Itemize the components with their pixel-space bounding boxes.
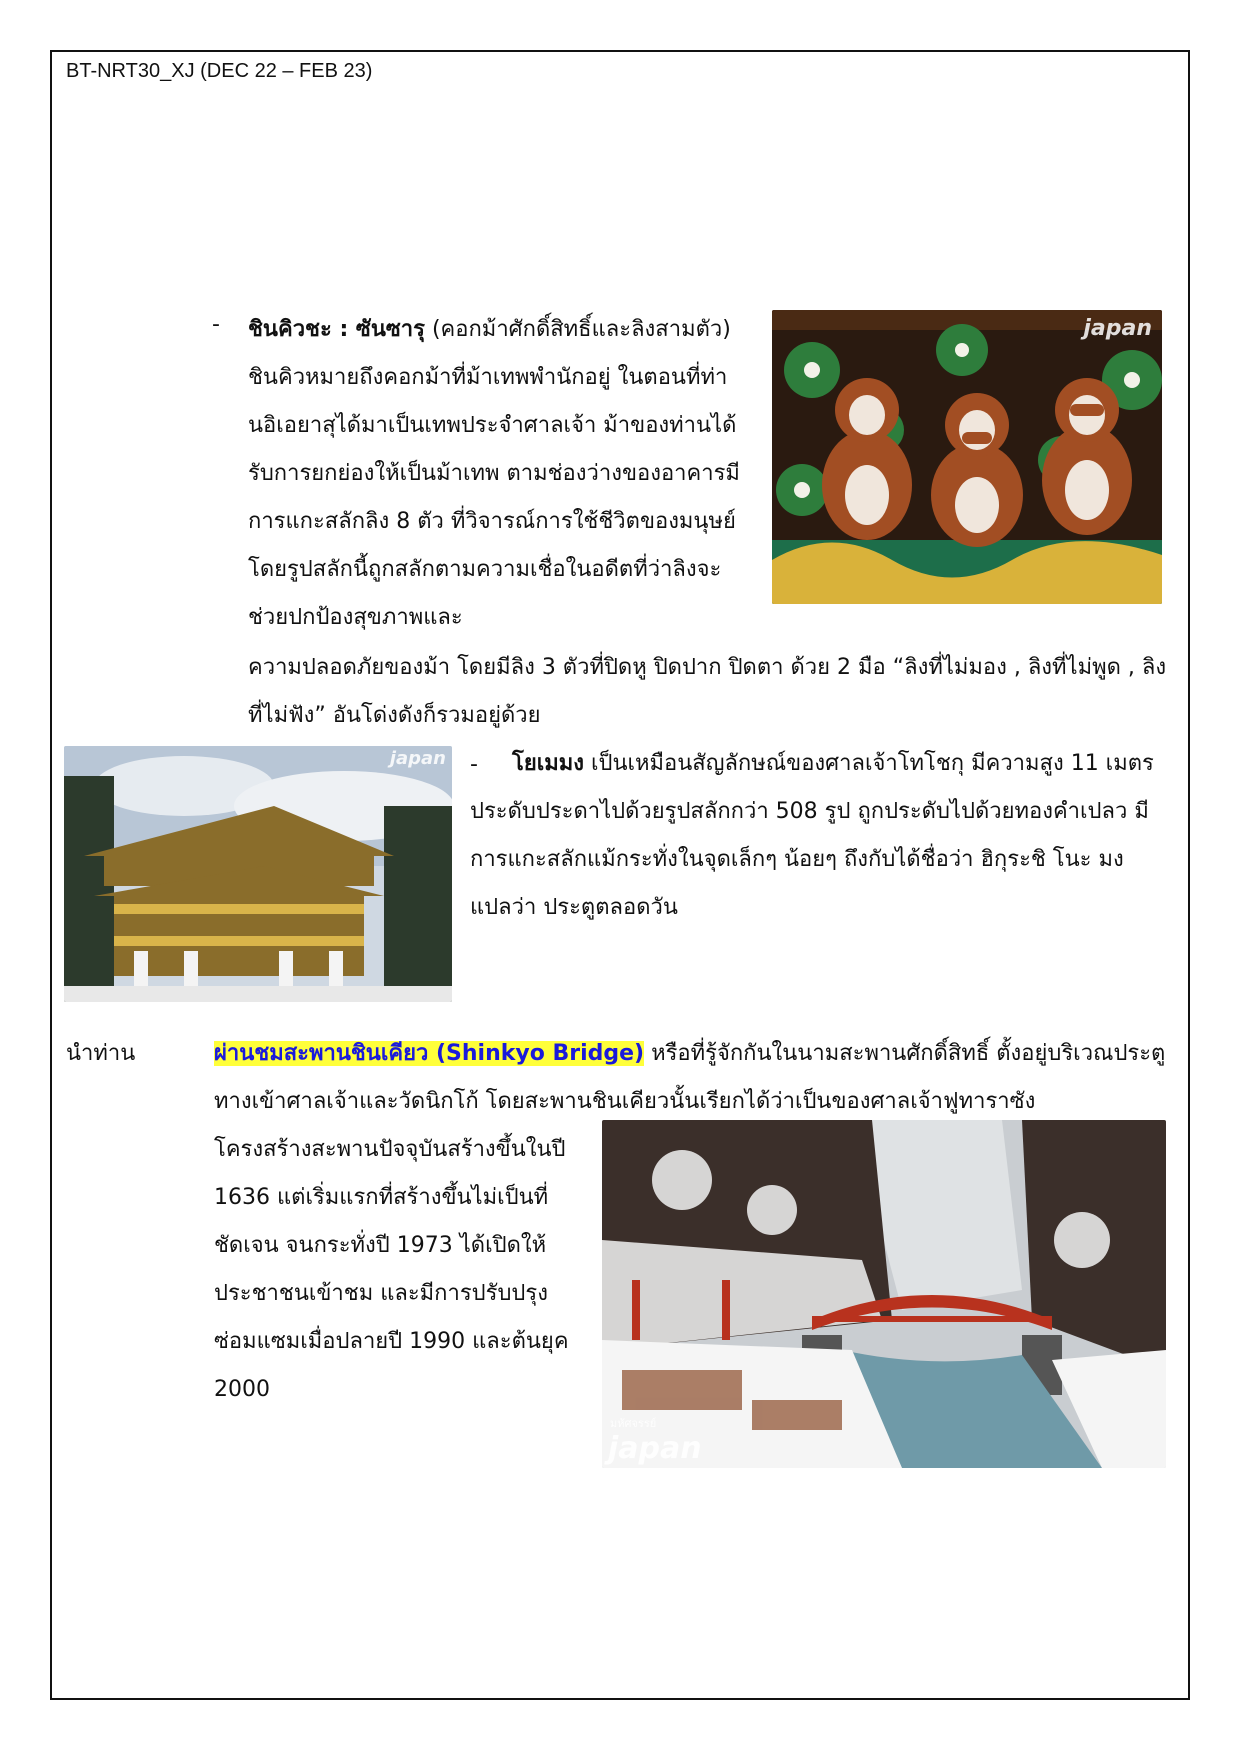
yomeimon-gate-photo — [64, 746, 452, 1002]
tour-code: BT-NRT30_XJ (DEC 22 – FEB 23) — [66, 60, 373, 82]
section3-side-paragraph: โครงสร้างสะพานปัจจุบันสร้างขึ้นในปี 1636 แต่เริ่มแรกที่สร้างขึ้นไม่เป็นที่ชัดเจน จนกระทั่งปี 1973 ได้เปิดให้ประชาชนเข้าชม และมีการปรับปรุงซ่อมแซมเมื่อปลายปี 1990 และต้นยุค 2000 — [214, 1137, 569, 1402]
japan-watermark: japan — [1083, 316, 1152, 341]
section1-paragraph — [248, 306, 753, 642]
section3-body-top: หรือที่รู้จักกันในนามสะพานศักดิ์สิทธิ์ ตั้งอยู่บริเวณประตูทางเข้าศาลเจ้าและวัดนิกโก้ โดยสะพานชินเคียวนั้นเรียกได้ว่าเป็นของศาลเจ้าฟูทาราซัง — [214, 1041, 1166, 1114]
bullet-dash: - — [212, 312, 220, 337]
shinkyo-bridge-photo — [602, 1120, 1166, 1468]
section1-paragraph-continued: ความปลอดภัยของม้า โดยมีลิง 3 ตัวที่ปิดหู ปิดปาก ปิดตา ด้วย 2 มือ “ลิงที่ไม่มอง , ลิงที่ไม่พูด , ลิงที่ไม่ฟัง” อันโด่งดังก็รวมอยู่ด้วย — [248, 655, 1167, 728]
section2-body: เป็นเหมือนสัญลักษณ์ของศาลเจ้าโทโชกุ มีความสูง 11 เมตร ประดับประดาไปด้วยรูปสลักกว่า 508 รูป ถูกประดับไปด้วยทองคำเปลว มีการแกะสลักแม้กระทั่งในจุดเล็กๆ น้อยๆ ถึงกับได้ชื่อว่า ฮิกุระชิ โนะ มง แปลว่า ประตูตลอดวัน — [470, 751, 1154, 920]
lead-label: นำท่าน — [66, 1041, 136, 1066]
shinkyo-bridge-illustration — [602, 1120, 1166, 1468]
japan-watermark: japan — [608, 1431, 702, 1466]
japan-watermark: japan — [389, 748, 446, 769]
yomeimon-gate-illustration — [64, 746, 452, 1002]
section2-title: โยเมมง — [512, 751, 584, 776]
shinkyo-bridge-highlight: ผ่านชมสะพานชินเคียว (Shinkyo Bridge) — [214, 1041, 645, 1066]
section1-title: ชินคิวชะ : ซันซารุ — [248, 317, 425, 342]
three-monkeys-photo — [772, 310, 1162, 604]
bullet-dash: - — [470, 752, 478, 777]
section2-paragraph — [470, 740, 1170, 932]
three-monkeys-illustration — [772, 310, 1162, 604]
section1-body: (คอกม้าศักดิ์สิทธิ์และลิงสามตัว) ชินคิวหมายถึงคอกม้าที่ม้าเทพพำนักอยู่ ในตอนที่ท่านอิเอยาสุได้มาเป็นเทพประจำศาลเจ้า ม้าของท่านได้รับการยกย่องให้เป็นม้าเทพ ตามช่องว่างของอาคารมีการแกะสลักลิง 8 ตัว ที่วิจารณ์การใช้ชีวิตของมนุษย์ โดยรูปสลักนี้ถูกสลักตามความเชื่อในอดีตที่ว่าลิงจะช่วยปกป้องสุขภาพและ — [248, 317, 740, 630]
section3-paragraph — [214, 1030, 1169, 1126]
wonder-watermark-small: มหัศจรรย์ — [610, 1417, 657, 1430]
